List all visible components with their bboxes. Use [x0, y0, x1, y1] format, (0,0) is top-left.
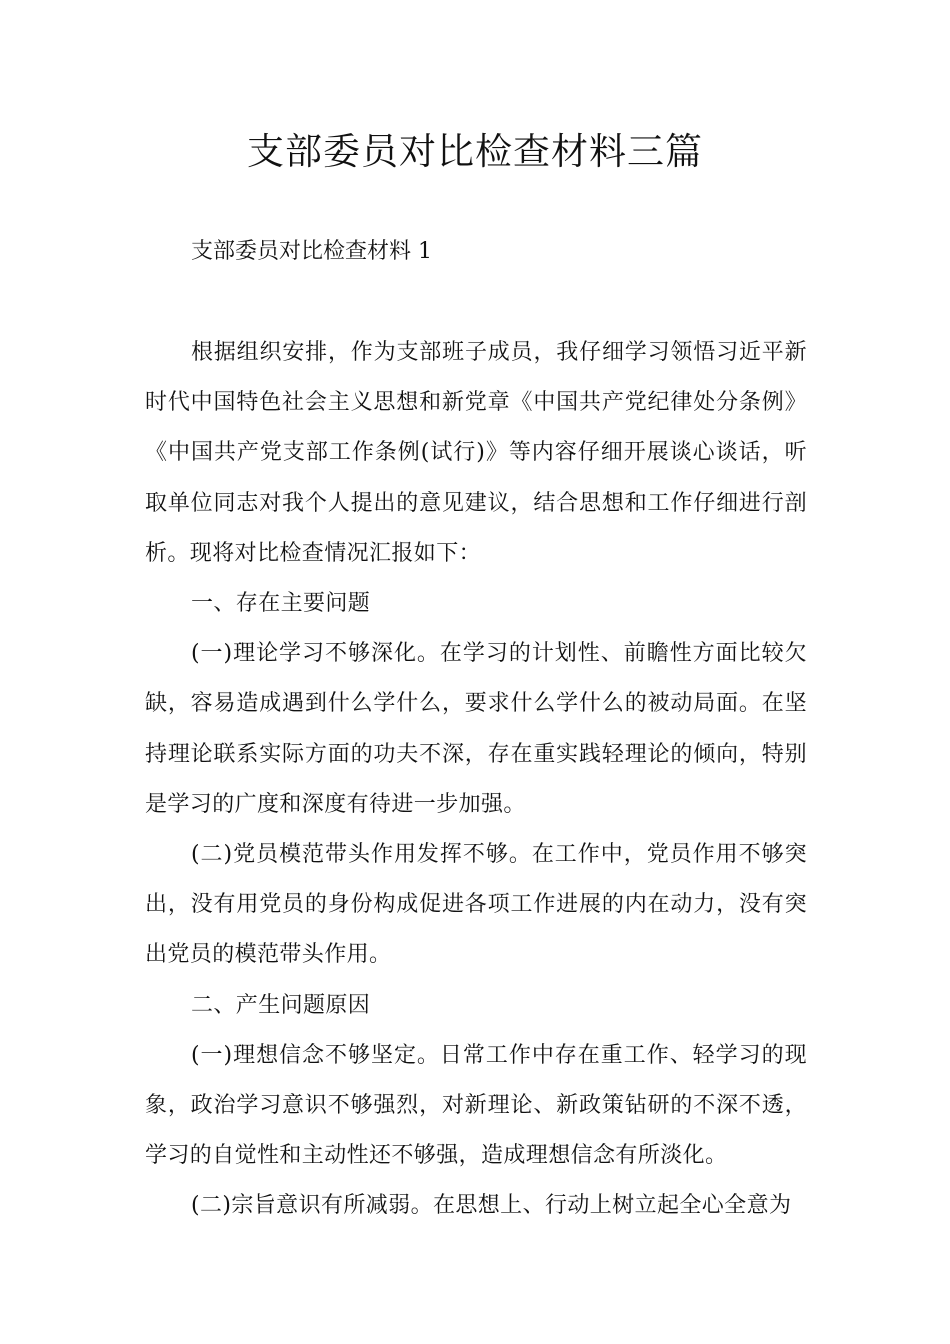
section-heading-causes: 二、产生问题原因 [191, 992, 371, 1018]
document-subtitle: 支部委员对比检查材料 1 [191, 239, 432, 264]
document-body [145, 328, 807, 1232]
document-title: 支部委员对比检查材料三篇 [247, 130, 703, 173]
paragraph-intro: 根据组织安排，作为支部班子成员，我仔细学习领悟习近平新时代中国特色社会主义思想和新党章《中国共产党纪律处分条例》《中国共产党支部工作条例(试行)》等内容仔细开展谈心谈话，听取单位同志对我个人提出的意见建议，结合思想和工作仔细进行剖析。现将对比检查情况汇报如下： [145, 340, 807, 566]
paragraph-problem-1: (一)理论学习不够深化。在学习的计划性、前瞻性方面比较欠缺，容易造成遇到什么学什么，要求什么学什么的被动局面。在坚持理论联系实际方面的功夫不深，存在重实践轻理论的倾向，特别是学习的广度和深度有待进一步加强。 [145, 641, 807, 817]
paragraph-cause-1: (一)理想信念不够坚定。日常工作中存在重工作、轻学习的现象，政治学习意识不够强烈，对新理论、新政策钻研的不深不透，学习的自觉性和主动性还不够强，造成理想信念有所淡化。 [145, 1042, 807, 1169]
paragraph-cause-2: (二)宗旨意识有所减弱。在思想上、行动上树立起全心全意为 [191, 1193, 792, 1219]
paragraph-problem-2: (二)党员模范带头作用发挥不够。在工作中，党员作用不够突出，没有用党员的身份构成促进各项工作进展的内在动力，没有突出党员的模范带头作用。 [145, 842, 807, 968]
section-heading-problems: 一、存在主要问题 [191, 591, 371, 617]
